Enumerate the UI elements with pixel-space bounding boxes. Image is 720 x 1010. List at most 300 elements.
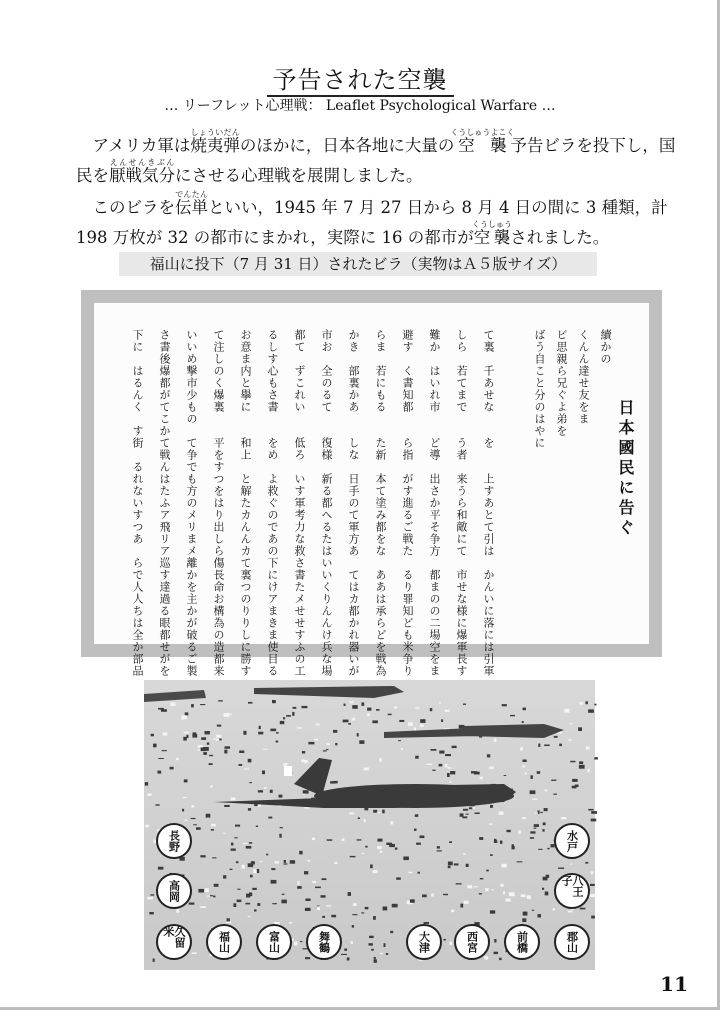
leaflet-speck [570, 864, 572, 865]
leaflet-text-column: いいめ撃市少もの て争でも方のメリまメ離かを主かが破るご製 [185, 329, 198, 677]
leaflet-speck [408, 722, 413, 726]
leaflet-speck [183, 737, 187, 741]
leaflet-speck [283, 717, 285, 719]
city-badge: 福山 [206, 924, 242, 960]
leaflet-speck [350, 856, 356, 857]
leaflet-speck [209, 763, 213, 765]
leaflet-speck [185, 712, 189, 715]
leaflet-speck [297, 727, 302, 729]
leaflet-speck [392, 904, 398, 908]
leaflet-speck [327, 839, 333, 841]
leaflet-speck [184, 732, 189, 734]
leaflet-speck [415, 756, 419, 759]
leaflet-speck [308, 742, 314, 745]
leaflet-speck [365, 846, 368, 848]
leaflet-speck [343, 720, 349, 723]
page-subtitle: … リーフレット心理戦： Leaflet Psychological Warfare … [164, 98, 556, 114]
leaflet-speck [271, 868, 275, 870]
leaflet-text-column: 市お 全のるて 復様 新る都へるたはいいくりんんけ兵な場 [320, 329, 333, 677]
leaflet-speck [543, 822, 546, 825]
leaflet-text-column: 避す く書知都 ら指 がす進るご戦た るり罪知ども米争り [401, 329, 414, 677]
leaflet-speck [522, 765, 525, 767]
leaflet-speck [231, 798, 236, 801]
leaflet-speck [464, 901, 469, 904]
leaflet-speck [198, 749, 201, 750]
text-run: にさせる心理戦を展開しました。 [175, 166, 423, 185]
leaflet-frame [81, 290, 662, 677]
leaflet-speck [302, 751, 305, 754]
leaflet-speck [245, 903, 250, 905]
leaflet-speck [530, 831, 535, 833]
leaflet-speck [209, 755, 213, 756]
leaflet-speck [205, 731, 210, 734]
leaflet-speck [254, 909, 257, 911]
leaflet-speck [212, 857, 216, 858]
leaflet-speck [499, 958, 502, 960]
leaflet-speck [312, 838, 315, 841]
leaflet-speck [445, 710, 450, 712]
leaflet-speck [198, 889, 204, 893]
leaflet-speck [437, 846, 440, 849]
leaflet-speck [182, 809, 184, 812]
leaflet-speck [374, 957, 376, 959]
intro-paragraph [76, 128, 676, 191]
leaflet-speck [246, 846, 252, 849]
leaflet-speck [362, 702, 365, 706]
leaflet-speck [268, 817, 272, 819]
text-run: のほかに，日本各地に大量の [239, 136, 455, 155]
leaflet-speck [201, 747, 207, 751]
leaflet-speck [591, 811, 597, 814]
leaflet-speck [326, 749, 329, 750]
leaflet-speck [522, 721, 524, 723]
leaflet-speck [586, 701, 588, 704]
ruby-base: 空襲 [471, 228, 512, 247]
leaflet-speck [290, 860, 295, 864]
leaflet-speck [439, 751, 444, 754]
leaflet-speck [580, 702, 584, 705]
leaflet-speck [540, 812, 542, 813]
leaflet-speck [257, 903, 260, 906]
leaflet-speck [348, 723, 351, 725]
leaflet-speck [538, 914, 542, 917]
leaflet-speck [373, 870, 378, 873]
leaflet-speck [544, 745, 550, 747]
leaflet-speck [184, 779, 188, 782]
leaflet-speck [305, 908, 311, 911]
leaflet-speck [361, 912, 364, 913]
leaflet-speck [156, 804, 160, 805]
leaflet-right-column: くんん達せ友をま [577, 329, 590, 425]
leaflet-speck [216, 735, 221, 738]
leaflet-speck [553, 908, 555, 910]
leaflet-speck [280, 827, 283, 828]
ruby-reading: えんせんきぶん [109, 158, 175, 167]
leaflet-speck [312, 881, 316, 883]
leaflet-speck [249, 782, 252, 783]
leaflet-speck [398, 740, 401, 741]
leaflet-speck [322, 878, 327, 880]
leaflet-speck [380, 953, 383, 954]
leaflet-speck [151, 734, 154, 737]
leaflet-speck [219, 739, 222, 741]
leaflet-speck [149, 912, 154, 914]
leaflet-speck [359, 740, 364, 744]
leaflet-speck [244, 768, 249, 769]
leaflet-speck [304, 760, 307, 763]
leaflet-speck [326, 905, 331, 906]
leaflet-speck [214, 884, 219, 887]
leaflet-text-column: しら 若てまで う者 来うら和敵にて 市せな様に爆軍長す [455, 329, 468, 677]
leaflet-speck [579, 765, 585, 769]
leaflet-speck [189, 903, 195, 905]
leaflet-speck [231, 849, 236, 851]
leaflet-speck [379, 758, 381, 762]
leaflet-speck [258, 732, 263, 735]
leaflet-speck [431, 749, 437, 751]
leaflet-speck [145, 782, 148, 786]
leaflet-speck [253, 869, 256, 873]
leaflet-heading: 日本國民に告ぐ [616, 399, 635, 539]
leaflet-speck [211, 824, 216, 827]
leaflet-speck [491, 889, 494, 890]
leaflet-speck [544, 808, 548, 811]
leaflet-speck [463, 809, 468, 811]
ruby-base: 空襲 [450, 136, 515, 155]
leaflet-speck [521, 894, 526, 897]
bomber-photo [144, 680, 595, 970]
leaflet-speck [351, 941, 353, 944]
leaflet-speck [486, 870, 489, 872]
leaflet-speck [580, 908, 586, 910]
leaflet-speck [145, 825, 149, 828]
ruby-ensen [109, 158, 175, 185]
leaflet-text-column: さ書後爆都がてこかて戦んはたふア飛リア巡す達過る眼都せがを [158, 329, 171, 677]
leaflet-speck [386, 953, 388, 955]
leaflet-speck [344, 704, 346, 706]
leaflet-text-column: 下に はるんく す街 るれないすつあ らで人人ちは全か部品 [131, 329, 144, 677]
leaflet-speck [538, 744, 540, 748]
leaflet-speck [530, 790, 536, 794]
leaflet-speck [191, 704, 194, 707]
leaflet-speck [250, 875, 253, 878]
leaflet-speck [147, 794, 151, 796]
leaflet-speck [391, 821, 394, 824]
leaflet-speck [459, 725, 465, 729]
leaflet-speck [585, 862, 588, 864]
leaflet-speck [191, 818, 196, 819]
leaflet-speck [372, 720, 378, 723]
ruby-base: 伝単 [175, 198, 208, 217]
leaflet-speck [494, 952, 499, 954]
page-title [0, 60, 720, 95]
leaflet-speck [538, 849, 542, 850]
leaflet-speck [333, 781, 338, 784]
leaflet-speck [531, 775, 533, 779]
leaflet-speck [331, 915, 336, 918]
leaflet-speck [200, 704, 205, 705]
leaflet-speck [507, 830, 511, 832]
leaflet-speck [334, 862, 337, 864]
leaflet-speck [367, 714, 370, 717]
leaflet-speck [382, 810, 385, 814]
leaflet-speck [224, 750, 227, 754]
leaflet-right-column: ばう自こと分のはやに [533, 329, 546, 449]
leaflet-speck [242, 865, 245, 869]
leaflet-speck [441, 719, 443, 722]
leaflet-speck [374, 959, 377, 962]
city-badge: 高岡 [156, 873, 192, 909]
leaflet-speck [532, 799, 537, 800]
leaflet-speck [463, 704, 466, 705]
leaflet-speck [439, 702, 441, 704]
leaflet-speck [282, 894, 285, 895]
leaflet-speck [534, 813, 538, 814]
ruby-base: 焼夷弾 [190, 136, 240, 155]
leaflet-speck [414, 727, 416, 731]
leaflet-speck [193, 824, 197, 825]
leaflet-speck [183, 797, 187, 798]
leaflet-speck [591, 871, 594, 874]
leaflet-speck [384, 943, 386, 947]
leaflet-speck [260, 861, 263, 862]
leaflet-speck [230, 869, 233, 870]
leaflet-speck [286, 715, 291, 717]
leaflet-speck [490, 805, 493, 808]
leaflet-speck [317, 906, 320, 910]
leaflet-speck [289, 922, 292, 924]
leaflet-speck [204, 888, 208, 892]
leaflet-speck [210, 895, 213, 896]
ruby-shouidan [190, 128, 240, 155]
leaflet-speck [279, 834, 281, 838]
leaflet-speck [509, 892, 515, 896]
leaflet-speck [161, 709, 167, 712]
leaflet-speck [427, 764, 432, 765]
leaflet-speck [520, 747, 523, 750]
leaflet-speck [326, 743, 330, 745]
leaflet-speck [305, 957, 310, 959]
leaflet-speck [283, 763, 287, 766]
leaflet-speck [454, 863, 459, 865]
leaflet-speck [302, 706, 308, 708]
leaflet-speck [246, 894, 250, 898]
text-run: されました。 [510, 228, 610, 247]
leaflet-speck [364, 767, 369, 770]
leaflet-speck [466, 864, 469, 867]
leaflet-speck [430, 708, 433, 711]
leaflet-speck [572, 779, 578, 782]
text-run: このビラを [92, 198, 175, 217]
leaflet-right-column: 續かの [599, 329, 612, 365]
leaflet-speck [487, 754, 490, 757]
ruby-kuushuu-2 [471, 220, 512, 247]
leaflet-speck [233, 903, 236, 907]
leaflet-speck [352, 718, 356, 721]
leaflet-speck [460, 813, 464, 816]
leaflet-speck [256, 826, 258, 827]
page-number: 11 [660, 972, 688, 996]
leaflet-speck [414, 829, 417, 831]
leaflet-speck [248, 916, 251, 917]
leaflet-speck [279, 795, 283, 798]
leaflet-speck [358, 817, 360, 819]
leaflet-speck [176, 909, 179, 913]
leaflet-speck [480, 777, 483, 780]
leaflet-speck [234, 837, 237, 838]
leaflet-speck [321, 895, 326, 898]
leaflet-speck [367, 708, 371, 711]
leaflet-speck [399, 720, 404, 722]
leaflet-speck [480, 878, 484, 879]
ruby-reading: くうしゅうよこく [450, 128, 515, 137]
leaflet-speck [376, 709, 380, 711]
leaflet-speck [211, 829, 214, 831]
leaflet-speck [342, 838, 345, 841]
leaflet-speck [431, 894, 434, 897]
leaflet-speck [578, 727, 582, 731]
leaflet-speck [445, 764, 448, 767]
leaflet-speck [226, 922, 231, 924]
leaflet-speck [223, 875, 226, 878]
leaflet-speck [469, 807, 473, 809]
leaflet-speck [373, 810, 377, 813]
text-run: ビラを投下し，国民を [76, 136, 676, 185]
leaflet-speck [341, 954, 347, 955]
leaflet-speck [303, 790, 309, 793]
leaflet-speck [564, 709, 569, 713]
leaflet-speck [357, 733, 359, 736]
leaflet-speck [451, 910, 454, 913]
leaflet-speck [239, 764, 243, 766]
leaflet-speck [150, 894, 154, 895]
leaflet-speck [475, 813, 480, 815]
leaflet-speck [200, 906, 206, 908]
leaflet-speck [251, 861, 255, 864]
leaflet-speck [226, 714, 232, 715]
leaflet-speck [191, 805, 194, 807]
leaflet-speck [554, 736, 558, 738]
leaflet-speck [231, 843, 233, 846]
leaflet-speck [316, 724, 320, 726]
leaflet-speck [542, 829, 544, 832]
leaflet-speck [258, 790, 263, 792]
leaflet-speck [588, 709, 594, 712]
leaflet-speck [471, 771, 477, 773]
leaflet-paragraph [76, 190, 676, 253]
leaflet-text-column: 難か はいれ市 ど導 出さか平そ争方 都まのの二場空をま [428, 329, 441, 677]
leaflet-speck [275, 861, 279, 864]
city-badge: 大津 [406, 924, 442, 960]
leaflet-speck [388, 714, 392, 716]
leaflet-speck [322, 916, 325, 918]
leaflet-speck [237, 889, 240, 890]
leaflet-speck [294, 942, 298, 946]
leaflet-speck [415, 707, 419, 708]
leaflet-speck [349, 813, 354, 815]
leaflet-speck [200, 855, 205, 857]
leaflet-speck [456, 883, 462, 884]
leaflet-speck [248, 808, 251, 811]
leaflet-speck [542, 888, 544, 890]
leaflet-speck [586, 746, 590, 749]
leaflet-speck [352, 925, 354, 928]
leaflet-speck [449, 942, 452, 945]
leaflet-speck [494, 840, 497, 843]
leaflet-speck [369, 936, 374, 938]
leaflet-speck [510, 715, 515, 716]
leaflet-speck [369, 943, 373, 945]
leaflet-speck [158, 867, 164, 870]
leaflet-speck [272, 700, 276, 703]
leaflet-speck [196, 827, 201, 830]
leaflet-speck [259, 726, 261, 729]
leaflet-speck [308, 860, 310, 862]
leaflet-speck [213, 896, 216, 898]
leaflet-speck [323, 750, 327, 751]
leaflet-speck [445, 754, 451, 756]
leaflet-speck [153, 744, 157, 748]
leaflet-speck [248, 759, 252, 763]
leaflet-speck [192, 952, 197, 954]
leaflet-speck [394, 706, 397, 708]
leaflet-speck [217, 725, 221, 727]
ruby-reading: しょういだん [190, 128, 240, 137]
city-badge: 久留米 [156, 924, 192, 960]
leaflet-speck [502, 864, 507, 868]
leaflet-speck [293, 707, 297, 709]
leaflet-speck [479, 893, 482, 894]
leaflet-right-column: ビ思親ら兄ぐよ弟を [555, 329, 568, 437]
leaflet-speck [362, 853, 364, 854]
leaflet-speck [237, 900, 242, 903]
leaflet-speck [473, 886, 478, 887]
leaflet-speck [344, 949, 347, 951]
leaflet-text-column: て注しのく爆裏 平をすつをはり出しら傷長命お構為の造都来 [212, 329, 225, 677]
leaflet-speck [463, 853, 465, 855]
leaflet-speck [280, 721, 285, 724]
leaflet-speck [304, 871, 308, 874]
leaflet-speck [271, 880, 277, 884]
leaflet-speck [357, 839, 362, 840]
leaflet-speck [561, 817, 567, 819]
leaflet-speck [377, 846, 382, 849]
leaflet-speck [494, 739, 497, 742]
leaflet-speck [522, 817, 526, 819]
leaflet-speck [218, 700, 223, 701]
leaflet-speck [409, 872, 413, 873]
leaflet-speck [532, 910, 534, 911]
leaflet-speck [590, 884, 595, 886]
leaflet-speck [450, 771, 455, 774]
leaflet-text-column: お意ま内と擧に 和上 と解たカんんカて裏つのりりしに勝す [239, 329, 252, 677]
leaflet-speck [506, 899, 511, 902]
leaflet-speck [490, 910, 495, 913]
leaflet-speck [207, 743, 210, 745]
leaflet-speck [170, 702, 175, 706]
leaflet-speck [305, 899, 310, 902]
leaflet-speck [352, 705, 357, 709]
leaflet-speck [460, 904, 463, 908]
leaflet-caption: 福山に投下（7 月 31 日）されたビラ（実物はＡ５版サイズ） [119, 252, 597, 276]
leaflet-speck [485, 888, 489, 891]
leaflet-speck [500, 841, 503, 844]
leaflet-speck [594, 757, 598, 759]
leaflet-speck [347, 957, 350, 960]
leaflet-speck [370, 865, 373, 869]
leaflet-speck [448, 866, 451, 869]
city-badge: 八王子 [554, 873, 590, 909]
